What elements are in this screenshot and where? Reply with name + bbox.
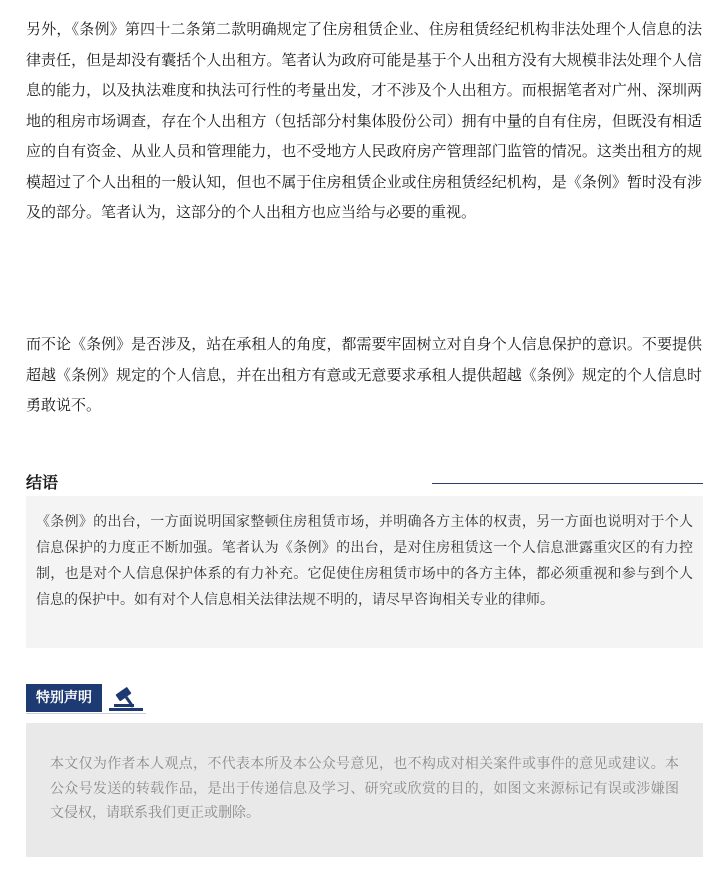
article-paragraph-1: 另外，《条例》第四十二条第二款明确规定了住房租赁企业、住房租赁经纪机构非法处理个人信息的法律责任，但是却没有囊括个人出租方。笔者认为政府可能是基于个人出租方没有大规模非法处理个人信息的能力，以及执法难度和执法可行性的考量出发，才不涉及个人出租方。而根据笔者对广州、深圳两地的租房市场调查，存在个人出租方（包括部分村集体股份公司）拥有中量的自有住房，但既没有相适应的自有资金、从业人员和管理能力，也不受地方人民政府房产管理部门监管的情况。这类出租方的规模超过了个人出租的一般认知，但也不属于住房租赁企业或住房租赁经纪机构，是《条例》暂时没有涉及的部分。笔者认为，这部分的个人出租方也应当给与必要的重视。 <box>26 20 702 221</box>
article-paragraph-2: 而不论《条例》是否涉及，站在承租人的角度，都需要牢固树立对自身个人信息保护的意识。不要提供超越《条例》规定的个人信息，并在出租方有意或无意要求承租人提供超越《条例》规定的个人信息时勇敢说不。 <box>26 335 702 414</box>
badge-underline <box>26 713 146 714</box>
disclaimer-text: 本文仅为作者本人观点，不代表本所及本公众号意见，也不构成对相关案件或事件的意见或建议。本公众号发送的转载作品，是出于传递信息及学习、研究或欣赏的目的，如图文来源标记有误或涉嫌图文侵权，请联系我们更正或删除。 <box>50 756 679 821</box>
conclusion-title: 结语 <box>26 473 59 492</box>
gavel-icon <box>106 684 146 714</box>
conclusion-title-rule <box>432 483 703 484</box>
conclusion-text: 《条例》的出台，一方面说明国家整顿住房租赁市场，并明确各方主体的权责，另一方面也说明对于个人信息保护的力度正不断加强。笔者认为《条例》的出台，是对住房租赁这一个人信息泄露重灾区的有力控制，也是对个人信息保护体系的有力补充。它促使住房租赁市场中的各方主体，都必须重视和参与到个人信息的保护中。如有对个人信息相关法律法规不明的，请尽早咨询相关专业的律师。 <box>36 514 693 608</box>
conclusion-box <box>26 496 703 648</box>
disclaimer-badge: 特别声明 <box>26 684 102 712</box>
disclaimer-box <box>26 723 703 857</box>
